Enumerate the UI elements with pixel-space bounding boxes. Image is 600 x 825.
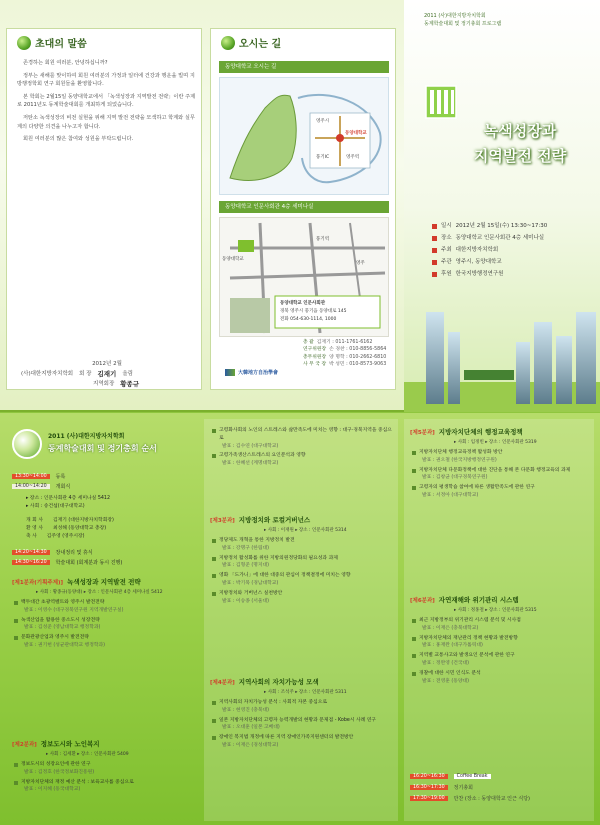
session2-talks [14,761,196,796]
talk-item: 고령화사회의 노인의 스트레스와 삶만족도에 미치는 영향 : 대구·경북지역을 중심으로 발표 : 김수연 (대구대학교) [212,427,394,450]
directions-heading: 오시는 길 [221,35,281,50]
program-title: 동계학술대회 및 정기총회 순서 [48,444,157,453]
map-place: 영주시 [316,119,330,124]
session4-talks [212,699,394,752]
regional-map-graphic [220,78,389,195]
session3-talks [212,537,394,607]
directions-panel [210,28,396,390]
signature-1: (사)대한지방자치학회 회 장 김재기 올림 [21,370,133,378]
talk-item: 백두대간 초광역벨트와 영주시 발전전략 발표 : 이영수 (대구경북연구원 지역개발연구실) [14,599,196,615]
bullet-icon [212,592,216,596]
bullet-icon [412,637,416,641]
phone-line: 전화 054-630-1114, 1000 [280,317,337,322]
bullet-icon [212,701,216,705]
talk-item: 지방자치단체의 재정 예산 분석 : 보육교사를 중심으로 발표 : 이지혜 (동국대학교) [14,779,196,795]
cover-panel [404,0,600,412]
bullet-icon [212,539,216,543]
talk-item: 정당제도 개혁을 통한 지방정치 발전 발표 : 강명구 (한림대) [212,537,394,553]
role-row: 환 영 사 최성해 (동양대학교 총장) [26,526,107,531]
invitation-heading: 초대의 말씀 [17,35,87,50]
bullet-icon [432,248,437,253]
talk-item: 영화 「도가니」에 대한 대중의 관심이 정책결정에 미치는 영향 발표 : 박기묵 (경남대학교) [212,572,394,588]
program-org: 2011 (사)대한지방자치학회 [48,433,125,440]
info-item: 주최 대한지방자치학회 [432,244,597,256]
session4-meta: ▸ 사회 : 조석주 ▸ 장소 : 인문사회관 5311 [264,690,347,695]
talk-item: 정보도시의 성장요인에 관한 연구 발표 : 김정호 (한국정보화진흥원) [14,761,196,777]
bullet-icon [412,469,416,473]
bullet-icon [212,557,216,561]
map-place: 동양대학교 [345,131,367,136]
society-logo-mark [225,369,235,376]
info-item: 후원 한국지방행정연구원 [432,268,597,280]
schedule-row: 14:00~14:20 개회식 [12,481,192,491]
talk-item: 고령자의 평생학습 참여에 따른 생활만족도에 관한 연구 발표 : 서정아 (대구대학교) [412,484,594,500]
bullet-icon [212,719,216,723]
talk-item: 지역사회의 자치가능성 분석 : 사회적 자본 중심으로 발표 : 현영진 (충북대) [212,699,394,715]
bullet-icon [432,260,437,265]
session3-head: [제3분과] 지방정치와 로컬거버넌스 [210,516,311,524]
talk-item: 지방자치단체의 재난관리 정책 현황과 발전방향 발표 : 홍재완 (대구가톨릭대) [412,635,594,651]
bullet-icon [412,672,416,676]
campus-map [219,217,389,337]
session1-head: [제1분과(기획주제)] 녹색성장과 지역발전 전략 [12,578,141,586]
talk-item: 최근 지방정부의 위기관리 시스템 분석 및 시사점 발표 : 이재은 (충북대학교) [412,617,594,633]
society-logo: 大韓地方自治學會 [225,369,278,376]
opening-roles [26,517,186,541]
talk-item: 지역별 교통사고와 발생요인 분석에 관한 연구 발표 : 정완영 (건국대) [412,652,594,668]
map2-label: 동양대학교 인문사회관 4층 세미나실 [219,201,389,213]
talk-item: 경찰에 대한 시민 인식도 분석 발표 : 전영훈 (동양대) [412,670,594,686]
closing-schedule [410,771,594,804]
role-row: 개 회 사 김재기 (대한지방자치학회장) [26,518,114,523]
session2b-talks [212,427,394,470]
session5-meta: ▸ 사회 : 임정빈 ▸ 장소 : 인문사회관 5319 [454,440,537,445]
globe-icon [17,36,31,50]
invitation-panel [6,28,202,390]
bullet-icon [14,781,18,785]
bullet-icon [412,486,416,490]
schedule-row: 14:30~16:20 학술대회 (회계분과 동시 진행) [12,557,192,567]
cover-title-line2: 지역발전 전략 [473,147,567,165]
city-skyline-image [404,292,600,412]
bullet-icon [212,574,216,578]
bullet-icon [412,451,416,455]
globe-icon [12,429,42,459]
session3-meta: ▸ 사회 : 이재원 ▸ 장소 : 인문사회관 5314 [264,528,347,533]
bullet-icon [14,619,18,623]
map-place: 동양대학교 [222,257,244,262]
session6-head: [제6분과] 자연재해와 위기관리 시스템 [410,596,519,604]
schedule-row: 16:30~17:30 정기총회 [410,782,594,793]
talk-item: 지방정치와 거버넌스 실천방안 발표 : 이승종 (서울대) [212,590,394,606]
session4-head: [제4분과] 지역사회의 자치가능성 모색 [210,678,319,686]
info-item: 주관 영주시, 동양대학교 [432,256,597,268]
session2-meta: ▸ 사회 : 김세환 ▸ 장소 : 인문사회관 5409 [46,752,129,757]
top-half [0,0,600,412]
bottom-half [0,413,600,825]
building-icon [424,80,458,120]
opening-meta: ▸ 장소 : 인문사회관 4층 세미나실 5412 ▸ 사회 : 송건섭(대구대학교) [26,496,111,509]
contact-row: 총무위원장 양 명학 : 010-2662-6810 [303,354,387,360]
map-place: 풍기역 [316,237,330,242]
map-place: 영주역 [346,155,360,160]
talk-item: 지방정치 활성화를 위한 지방의원정당화의 필요성과 과제 발표 : 김형준 (명지대) [212,555,394,571]
bullet-icon [432,272,437,277]
schedule-row: 17:30~19:00 만찬 (장소 : 동양대학교 인근 식당) [410,793,594,804]
schedule-mid [12,547,192,567]
talk-item: 일본 지방자치단체의 고령자 능력개발의 현황과 문제점 - Kobe시 사례 연구 발표 : 오대훈 (일본 고베대) [212,717,394,733]
session5-talks [412,449,594,502]
bullet-icon [212,429,216,433]
map-place: 영주 [356,261,365,266]
schedule-row: 14:20~14:30 장내정리 및 휴식 [12,547,192,557]
session6-meta: ▸ 사회 : 정홍철 ▸ 장소 : 인문사회관 5315 [454,608,537,613]
bullet-icon [212,736,216,740]
program-col-2 [204,419,398,821]
bullet-icon [432,236,437,241]
program-col-3 [404,419,594,821]
info-item: 일시 2012년 2월 15일(수) 13:30~17:30 [432,220,597,232]
invitation-text: 존경하는 회원 여러분, 안녕하십니까? 정부는 새해를 맞이하여 회원 여러분의 가정과 일터에 건강과 행운을 빌며 지방행정학회 연구 회원들을 환영합니다. 본 학회는 2월15일 동양대학교에서 「녹색성장과 지역발전 전략」이란 주제로 2011년도 동계학술대회를 개최하게 되었습니다. 저탄소 녹색성장의 비전 실현을 위해 지역 발전 전략을 모색하고 학계와 실무계의 다양한 의견을 나누고자 합니다. 회원 여러분의 많은 참여와 성원을 부탁드립니다. [17,60,196,143]
schedule-row: 16:20~16:30 Coffee Break [410,771,594,782]
bullet-icon [212,454,216,458]
cover-org: 2011 (사)대한지방자치학회 동계학술대회 및 정기총회 프로그램 [424,13,502,27]
info-item: 장소 동양대학교 인문사회관 4층 세미나실 [432,232,597,244]
contact-list [303,339,393,369]
cover-title-line1: 녹색성장과 [483,122,557,140]
bullet-icon [432,224,437,229]
talk-item: 녹색산업을 활용한 중소도시 성장전략 발표 : 김성준 (영남대학교 행정학과) [14,617,196,633]
bullet-icon [14,636,18,640]
session1-meta: ▸ 사회 : 황종규(동양대) ▸ 장소 : 인문사회관 4층 세미나실 5412 [36,590,163,595]
session6-talks [412,617,594,687]
signature-2: 지역회장 황종규 [93,380,140,388]
bullet-icon [14,601,18,605]
map-place: 풍기IC [316,155,330,160]
session2-head: [제2분과] 정보도시와 노인복지 [12,740,100,748]
bullet-icon [14,763,18,767]
talk-item: 장애인 복지법 개정에 따른 지역 장애인가족지원센터의 발전방안 발표 : 이재은 (경성대학교) [212,734,394,750]
event-info [432,220,597,280]
schedule-row: 13:30~14:00 등록 [12,471,192,481]
schedule-opening [12,471,192,491]
session5-head: [제5분과] 지방자치단체의 행정교육정책 [410,428,523,436]
bullet-icon [412,619,416,623]
talk-item: 지방자치단체 다문화정책에 대한 진단을 통해 본 다문화 행정교육의 과제 발표 : 김창균 (대구경북연구원) [412,467,594,483]
contact-row: 연구위원장 손 경찬 : 010-8856-5864 [303,347,387,353]
map1-label: 동양대학교 오시는 길 [219,61,389,73]
program-col-1 [6,419,196,821]
address-title: 동양대학교 인문사회관 [280,301,326,306]
regional-map [219,77,389,195]
role-row: 축 사 김주영 (영주시장) [26,534,85,539]
talk-item: 문화관광산업과 영주시 발전전략 발표 : 권기헌 (성균관대학교 행정학과) [14,634,196,650]
contact-row: 총 괄 김재기 : 011-1761-6162 [303,340,373,345]
talk-item: 고령가족생산스트레스의 요인분석과 영향 발표 : 한혜선 (계명대학교) [212,452,394,468]
globe-icon [221,36,235,50]
session1-talks [14,599,196,652]
talk-item: 지방자치단체 행정교육정책 활성화 방안 발표 : 권오철 (한국지방행정연구원) [412,449,594,465]
bullet-icon [412,654,416,658]
address-line: 경북 영주시 풍기읍 동양대로 145 [280,309,347,314]
invitation-date: 2012년 2월 [92,361,122,367]
contact-row: 사 무 국 장 박 성민 : 010-8573-9063 [303,362,387,368]
